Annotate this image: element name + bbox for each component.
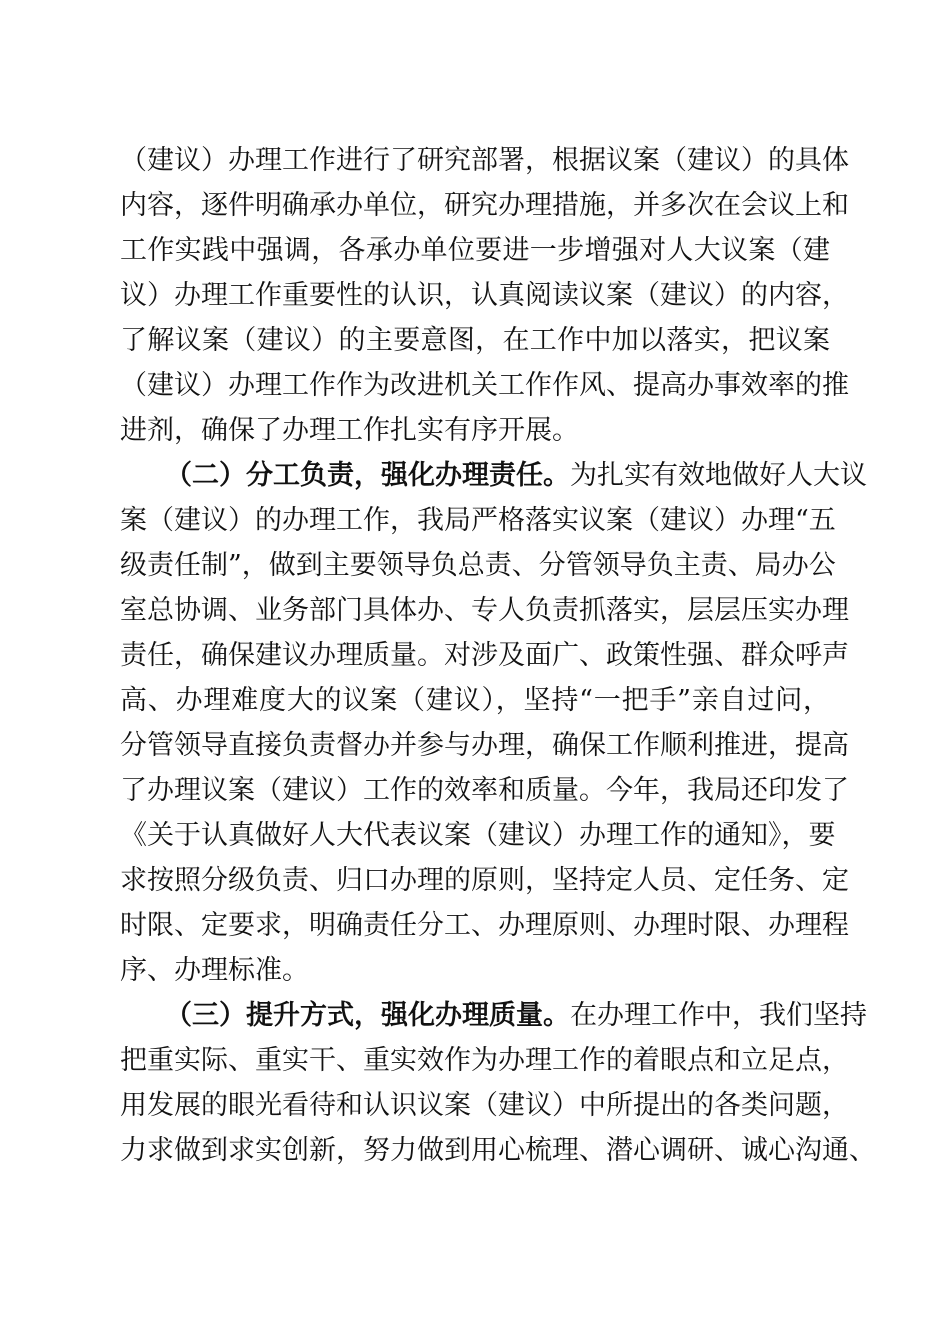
paragraph-line: （建议）办理工作作为改进机关工作作风、提高办事效率的推: [120, 370, 849, 401]
paragraph-line: 分管领导直接负责督办并参与办理，确保工作顺利推进，提高: [120, 730, 849, 761]
paragraph-line: 室总协调、业务部门具体办、专人负责抓落实，层层压实办理: [120, 595, 849, 626]
paragraph-line: 时限、定要求，明确责任分工、办理原则、办理时限、办理程: [120, 910, 849, 941]
paragraph-line: 序、办理标准。: [120, 955, 309, 986]
section-heading-continuation: 为扎实有效地做好人大议: [570, 460, 867, 491]
paragraph-line: 责任，确保建议办理质量。对涉及面广、政策性强、群众呼声: [120, 640, 849, 671]
paragraph-line: 《关于认真做好人大代表议案（建议）办理工作的通知》，要: [120, 820, 836, 851]
section-heading-line: [165, 994, 867, 1038]
paragraph-line: 高、办理难度大的议案（建议），坚持“一把手”亲自过问，: [120, 685, 830, 716]
paragraph-line: 力求做到求实创新，努力做到用心梳理、潜心调研、诚心沟通、: [120, 1135, 876, 1166]
paragraph-line: 把重实际、重实干、重实效作为办理工作的着眼点和立足点，: [120, 1045, 849, 1076]
paragraph-line: 内容，逐件明确承办单位，研究办理措施，并多次在会议上和: [120, 190, 849, 221]
paragraph-line: 议）办理工作重要性的认识，认真阅读议案（建议）的内容，: [120, 280, 849, 311]
paragraph-line: 用发展的眼光看待和认识议案（建议）中所提出的各类问题，: [120, 1090, 849, 1121]
section-heading: （三）提升方式，强化办理质量。: [165, 1000, 570, 1031]
paragraph-line: （建议）办理工作进行了研究部署，根据议案（建议）的具体: [120, 145, 849, 176]
paragraph-line: 工作实践中强调，各承办单位要进一步增强对人大议案（建: [120, 235, 830, 266]
paragraph-line: 了办理议案（建议）工作的效率和质量。今年，我局还印发了: [120, 775, 849, 806]
paragraph-line: 进剂，确保了办理工作扎实有序开展。: [120, 415, 579, 446]
section-heading: （二）分工负责，强化办理责任。: [165, 460, 570, 491]
paragraph-line: 了解议案（建议）的主要意图，在工作中加以落实，把议案: [120, 325, 830, 356]
paragraph-line: 案（建议）的办理工作，我局严格落实议案（建议）办理“五: [120, 505, 836, 536]
paragraph-line: 求按照分级负责、归口办理的原则，坚持定人员、定任务、定: [120, 865, 849, 896]
section-heading-line: [165, 454, 867, 498]
paragraph-line: 级责任制”，做到主要领导负总责、分管领导负主责、局办公: [120, 550, 836, 581]
section-heading-continuation: 在办理工作中，我们坚持: [570, 1000, 867, 1031]
